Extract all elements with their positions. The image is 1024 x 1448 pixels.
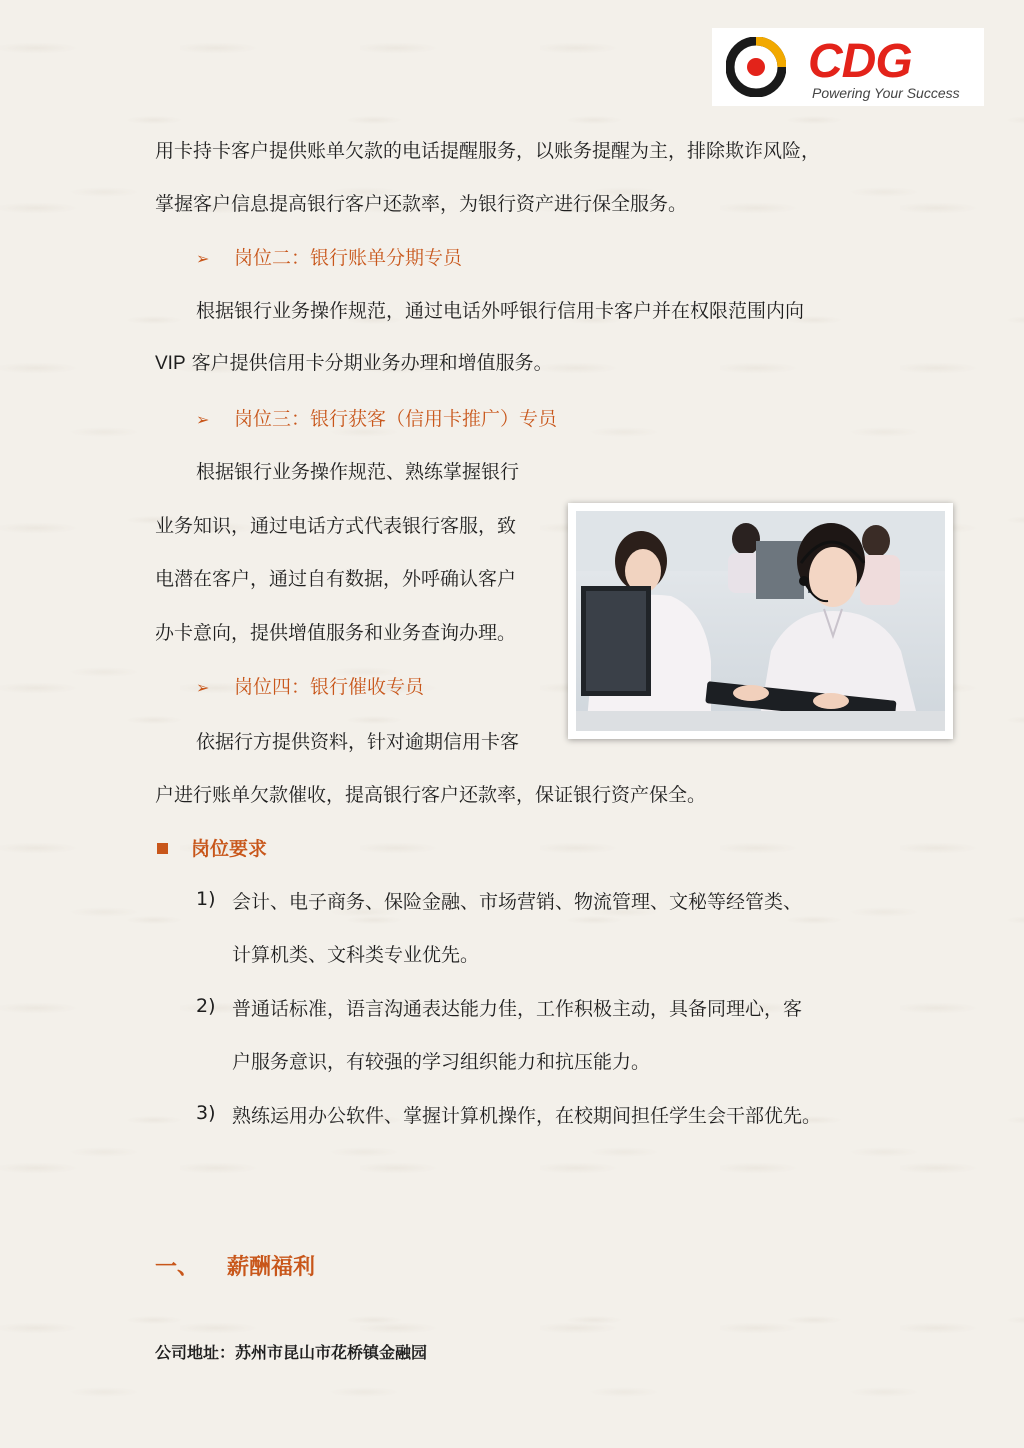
paragraph-line: 用卡持卡客户提供账单欠款的电话提醒服务，以账务提醒为主，排除欺诈风险， bbox=[155, 140, 821, 162]
requirement-text: 会计、电子商务、保险金融、市场营销、物流管理、文秘等经管类、 bbox=[232, 891, 803, 913]
logo-mark-icon bbox=[726, 37, 786, 97]
post3-title: 岗位三：银行获客（信用卡推广）专员 bbox=[234, 408, 558, 430]
arrow-bullet-icon: ➢ bbox=[196, 249, 210, 268]
paragraph-line bbox=[155, 350, 553, 377]
paragraph-line: 依据行方提供资料，针对逾期信用卡客 bbox=[196, 731, 520, 753]
paragraph-text: 客户提供信用卡分期业务办理和增值服务。 bbox=[191, 352, 553, 374]
requirement-text: 熟练运用办公软件、掌握计算机操作，在校期间担任学生会干部优先。 bbox=[232, 1105, 822, 1127]
vip-label: VIP bbox=[155, 353, 186, 374]
post4-heading bbox=[196, 674, 424, 701]
post4-title: 岗位四：银行催收专员 bbox=[234, 676, 425, 698]
paragraph-line: 办卡意向，提供增值服务和业务查询办理。 bbox=[155, 622, 517, 644]
square-bullet-icon bbox=[157, 843, 168, 854]
call-center-illustration bbox=[576, 511, 945, 731]
section-number: 一、 bbox=[155, 1255, 200, 1280]
section-title: 薪酬福利 bbox=[227, 1255, 316, 1280]
arrow-bullet-icon: ➢ bbox=[196, 410, 210, 429]
paragraph-line: 业务知识，通过电话方式代表银行客服，致 bbox=[155, 515, 517, 537]
requirement-number: 2) bbox=[196, 995, 216, 1017]
company-logo bbox=[712, 28, 984, 106]
requirement-text: 计算机类、文科类专业优先。 bbox=[232, 944, 480, 966]
post2-heading bbox=[196, 245, 462, 272]
paragraph-line: 电潜在客户，通过自有数据，外呼确认客户 bbox=[155, 568, 517, 590]
requirement-text: 户服务意识，有较强的学习组织能力和抗压能力。 bbox=[232, 1051, 651, 1073]
requirement-number: 3) bbox=[196, 1102, 216, 1124]
logo-text: CDG bbox=[808, 35, 912, 88]
arrow-bullet-icon: ➢ bbox=[196, 678, 210, 697]
paragraph-line: 根据银行业务操作规范，通过电话外呼银行信用卡客户并在权限范围内向 bbox=[196, 300, 805, 322]
post2-title: 岗位二：银行账单分期专员 bbox=[234, 247, 463, 269]
company-address: 公司地址：苏州市昆山市花桥镇金融园 bbox=[155, 1343, 428, 1362]
paragraph-line: 户进行账单欠款催收，提高银行客户还款率，保证银行资产保全。 bbox=[155, 784, 707, 806]
post3-heading bbox=[196, 406, 557, 433]
paragraph-line: 掌握客户信息提高银行客户还款率，为银行资产进行保全服务。 bbox=[155, 193, 688, 215]
requirements-heading: 岗位要求 bbox=[191, 838, 268, 860]
requirement-text: 普通话标准，语言沟通表达能力佳，工作积极主动，具备同理心，客 bbox=[232, 998, 803, 1020]
logo-tagline: Powering Your Success bbox=[812, 85, 960, 101]
requirement-number: 1) bbox=[196, 888, 216, 910]
call-center-photo bbox=[568, 503, 953, 739]
section-heading bbox=[155, 1250, 316, 1281]
paragraph-line: 根据银行业务操作规范、熟练掌握银行 bbox=[196, 461, 520, 483]
